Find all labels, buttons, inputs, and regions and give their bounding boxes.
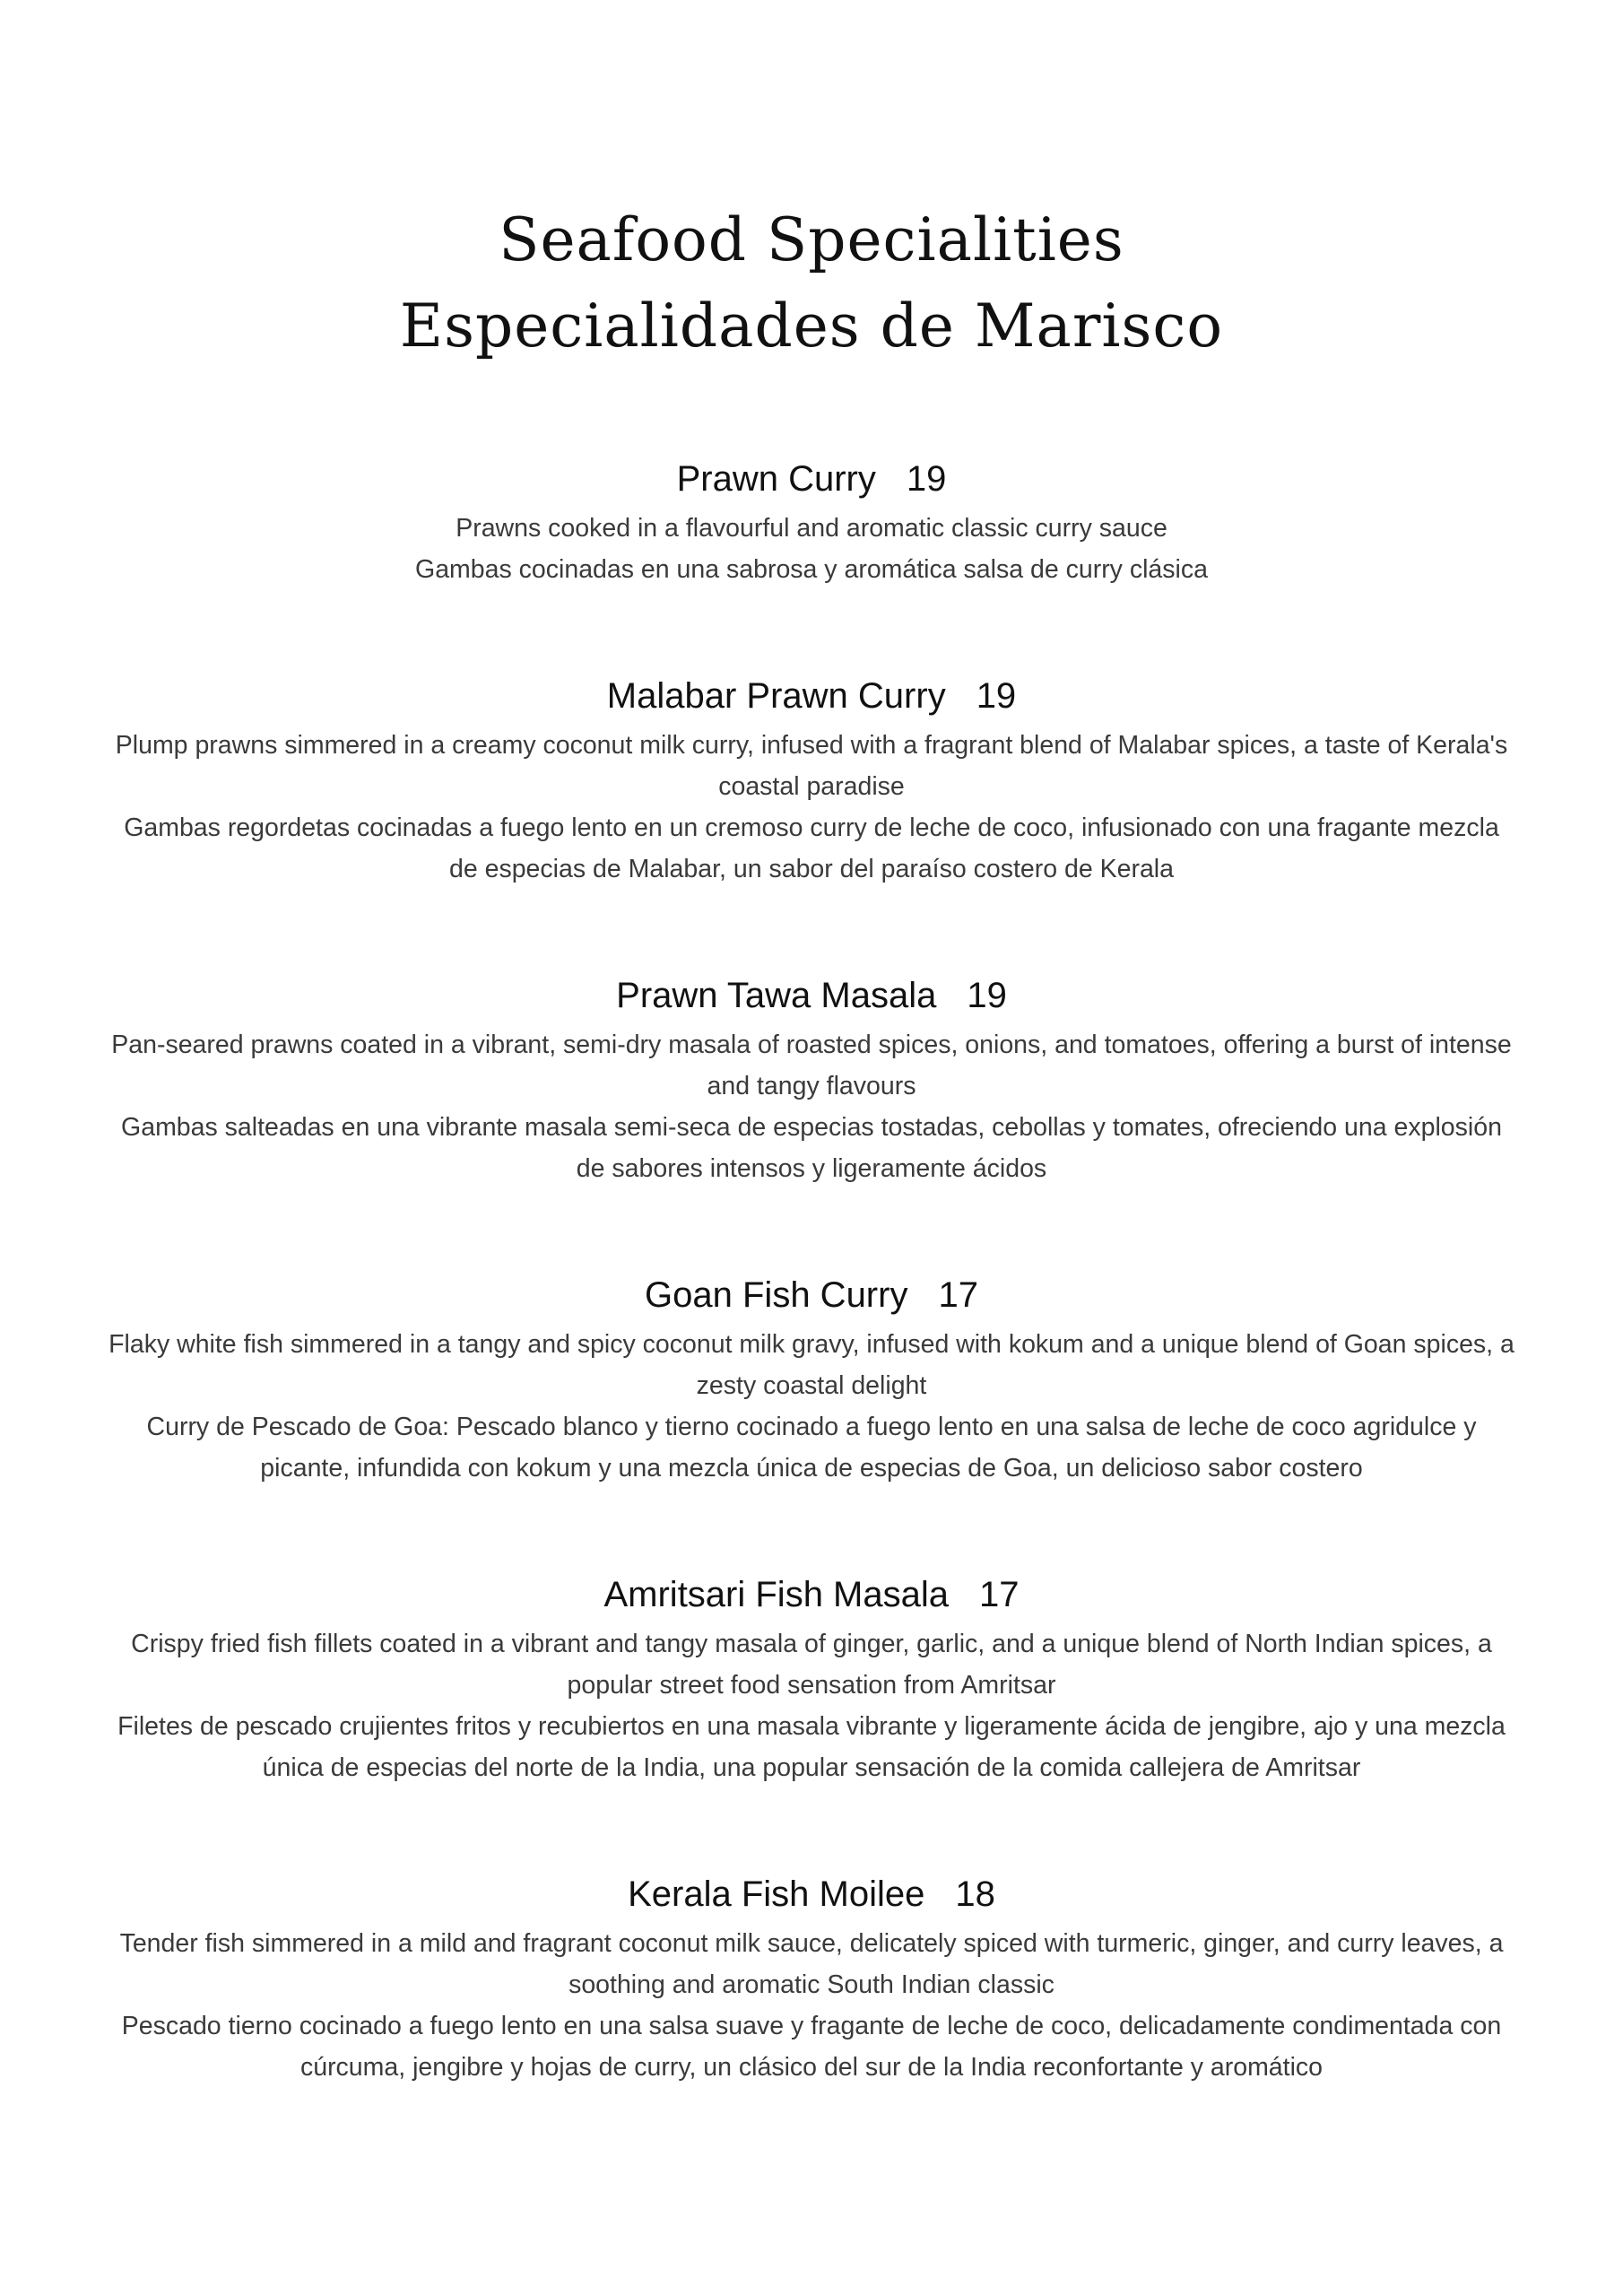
item-description-es: Gambas regordetas cocinadas a fuego lento en un cremoso curry de leche de coco, infusionado con una fragante mezcla de especias de Malabar, un sabor del paraíso costero de Kerala — [124, 813, 1499, 883]
item-price: 19 — [906, 459, 947, 499]
item-name: Amritsari Fish Masala — [603, 1575, 949, 1614]
item-description-en: Prawns cooked in a flavourful and aromatic classic curry sauce — [456, 514, 1167, 543]
item-heading — [81, 1571, 1542, 1618]
menu-item-prawn-tawa-masala — [81, 972, 1542, 1189]
item-name: Kerala Fish Moilee — [628, 1874, 925, 1914]
item-heading — [81, 456, 1542, 502]
item-description-es: Gambas salteadas en una vibrante masala semi-seca de especias tostadas, cebollas y tomates, ofreciendo una explosión de sabores intensos y ligeramente ácidos — [121, 1113, 1502, 1183]
item-price: 19 — [967, 976, 1007, 1015]
page-title — [0, 197, 1623, 370]
item-name: Prawn Curry — [676, 459, 876, 499]
item-description-en: Crispy fried fish fillets coated in a vibrant and tangy masala of ginger, garlic, and a unique blend of North Indian spices, a popular street food sensation from Amritsar — [131, 1630, 1492, 1700]
menu-item-goan-fish-curry — [81, 1272, 1542, 1489]
item-price: 17 — [938, 1275, 978, 1315]
item-price: 17 — [979, 1575, 1020, 1614]
item-description-es: Filetes de pescado crujientes fritos y recubiertos en una masala vibrante y ligeramente ácida de jengibre, ajo y una mezcla única de especias del norte de la India, una popular sensación de la comida callejera de Amritsar — [117, 1712, 1506, 1782]
item-description-en: Pan-seared prawns coated in a vibrant, semi-dry masala of roasted spices, onions, and tomatoes, offering a burst of intense and tangy flavours — [111, 1031, 1512, 1100]
menu-item-malabar-prawn-curry — [81, 673, 1542, 890]
menu-item-kerala-fish-moilee — [81, 1871, 1542, 2088]
item-heading — [81, 1272, 1542, 1318]
item-name: Goan Fish Curry — [645, 1275, 908, 1315]
title-english: Seafood Specialities — [499, 205, 1124, 274]
item-description-es: Pescado tierno cocinado a fuego lento en una salsa suave y fragante de leche de coco, delicadamente condimentada con cúrcuma, jengibre y hojas de curry, un clásico del sur de la India reconfortante y aromático — [121, 2012, 1502, 2082]
title-spanish: Especialidades de Marisco — [399, 291, 1224, 361]
item-description-es: Curry de Pescado de Goa: Pescado blanco y tierno cocinado a fuego lento en una salsa de leche de coco agridulce y picante, infundida con kokum y una mezcla única de especias de Goa, un delicioso sabor costero — [146, 1413, 1477, 1483]
menu-item-amritsari-fish-masala — [81, 1571, 1542, 1788]
item-heading — [81, 673, 1542, 719]
item-name: Prawn Tawa Masala — [616, 976, 937, 1015]
item-price: 19 — [976, 676, 1017, 716]
item-name: Malabar Prawn Curry — [606, 676, 946, 716]
item-description-en: Tender fish simmered in a mild and fragrant coconut milk sauce, delicately spiced with turmeric, ginger, and curry leaves, a soothing and aromatic South Indian classic — [119, 1929, 1504, 1999]
item-description-en: Flaky white fish simmered in a tangy and spicy coconut milk gravy, infused with kokum and a unique blend of Goan spices, a zesty coastal delight — [108, 1330, 1515, 1400]
item-heading — [81, 972, 1542, 1019]
menu-item-prawn-curry — [81, 456, 1542, 590]
item-heading — [81, 1871, 1542, 1918]
item-price: 18 — [955, 1874, 995, 1914]
item-description-en: Plump prawns simmered in a creamy coconut milk curry, infused with a fragrant blend of Malabar spices, a taste of Kerala's coastal paradise — [115, 731, 1508, 801]
item-description-es: Gambas cocinadas en una sabrosa y aromática salsa de curry clásica — [415, 555, 1208, 584]
